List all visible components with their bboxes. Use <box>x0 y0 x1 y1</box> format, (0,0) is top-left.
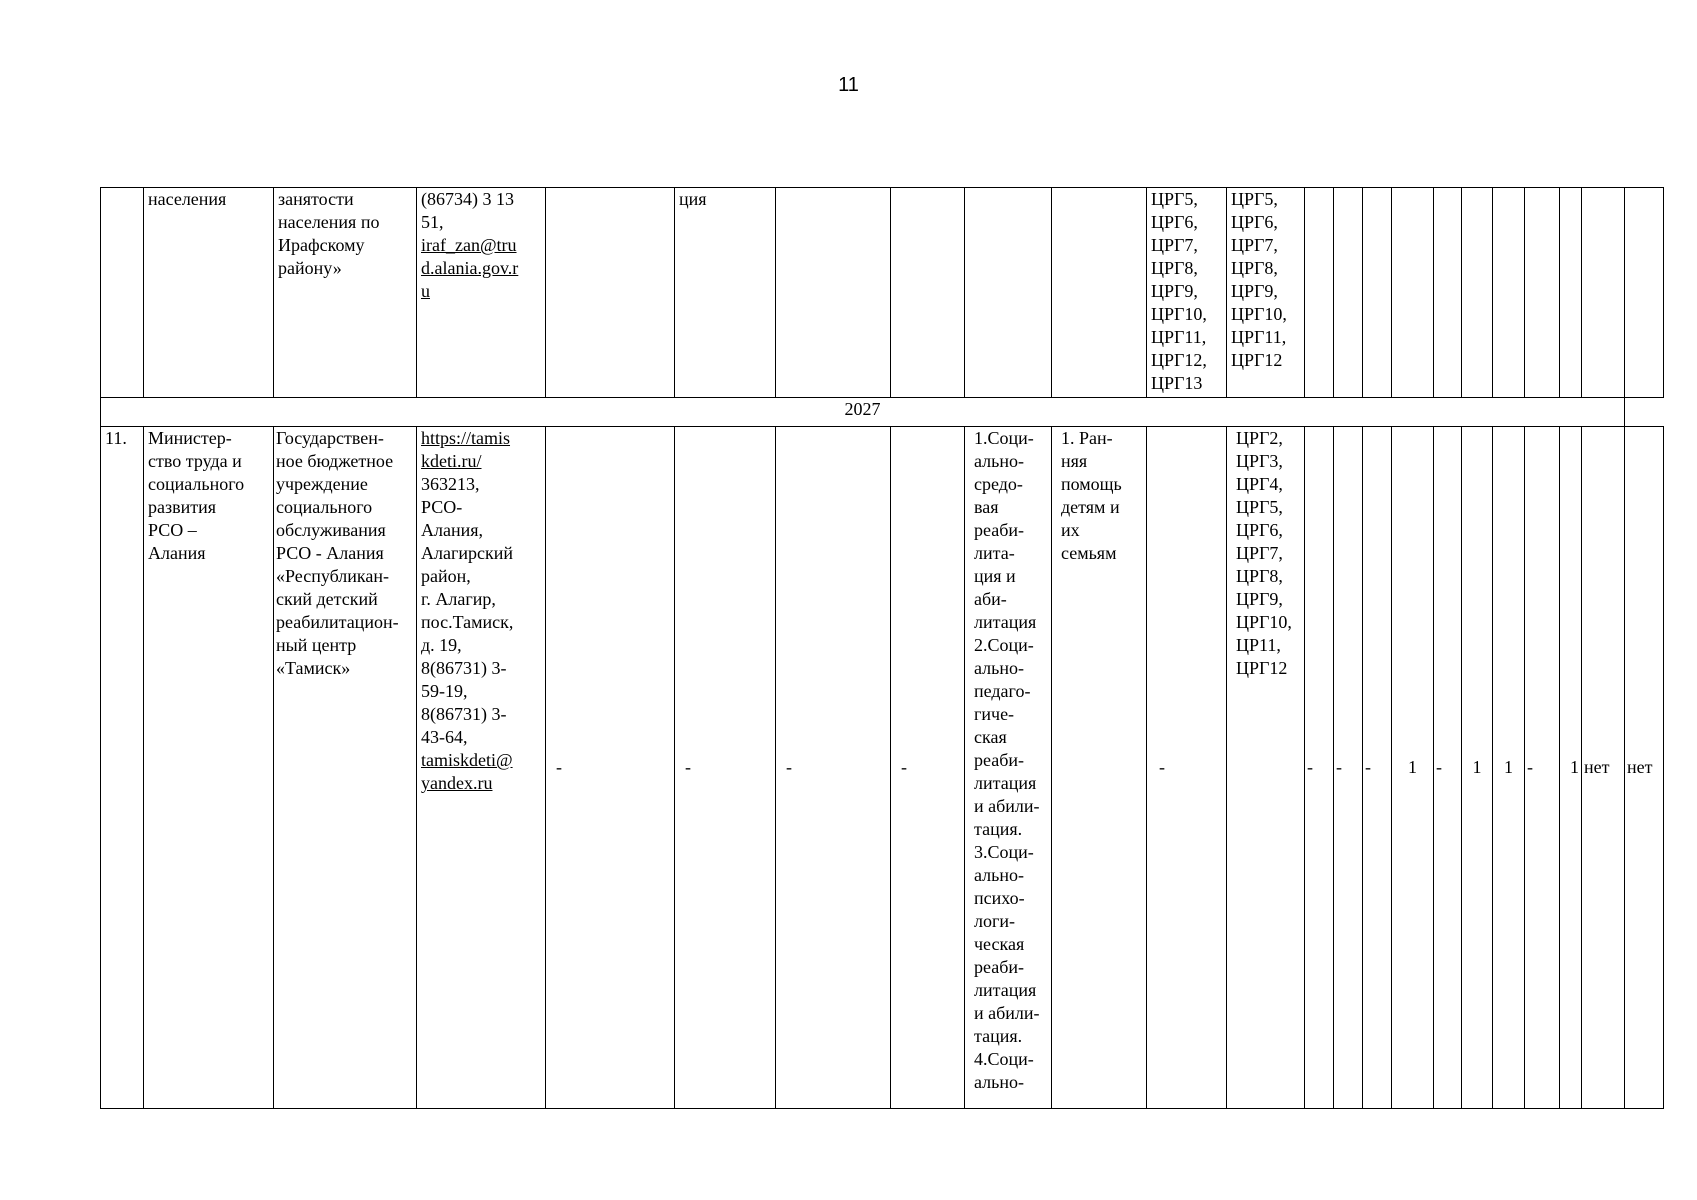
text-line: ЦРГ2, <box>1236 428 1283 448</box>
text-line: ЦРГ8, <box>1151 258 1198 278</box>
cell-prev-col23 <box>1625 188 1664 398</box>
cell-prev-org: населения <box>144 188 274 398</box>
text-line: средо- <box>974 474 1023 494</box>
cell-prev-col5 <box>546 188 675 398</box>
text-line: району» <box>278 258 342 278</box>
cell-row11-number: 11. <box>101 427 144 1109</box>
text-line: литация <box>974 612 1037 632</box>
text-line: ЦРГ5, <box>1236 497 1283 517</box>
text-line: няя <box>1061 451 1088 471</box>
text-line: 43-64, <box>421 727 468 747</box>
text-line: Ирафскому <box>278 235 365 255</box>
cell-prev-col8 <box>891 188 965 398</box>
table-row-prev <box>101 188 1664 398</box>
text-line: ЦРГ13 <box>1151 373 1203 393</box>
text-line: ЦРГ6, <box>1151 212 1198 232</box>
text-line: лита- <box>974 543 1015 563</box>
text-line: Алания, <box>421 520 484 540</box>
table-row-year <box>101 398 1664 427</box>
text-line: д. 19, <box>421 635 462 655</box>
cell-row11-contacts <box>417 427 546 1109</box>
registry-table <box>100 187 1664 1109</box>
text-line: ция и <box>974 566 1016 586</box>
text-line: ЦРГ9, <box>1231 281 1278 301</box>
cell-prev-col13 <box>1305 188 1334 398</box>
text-line: 51, <box>421 212 444 232</box>
text-line: ская <box>974 727 1007 747</box>
text-line: 8(86731) 3- <box>421 658 507 678</box>
cell-prev-crg-b <box>1227 188 1305 398</box>
text-line: РСО - Алания <box>276 543 384 563</box>
cell-row11-col20: - <box>1525 427 1560 1109</box>
cell-row11-col23: нет <box>1625 427 1664 1109</box>
cell-prev-col7 <box>776 188 891 398</box>
text-line: ЦРГ12 <box>1236 658 1288 678</box>
email-link[interactable]: d.alania.gov.r <box>421 258 519 278</box>
cell-row11-col22: нет <box>1582 427 1625 1109</box>
text-line: ЦРГ10, <box>1236 612 1292 632</box>
cell-prev-col20 <box>1525 188 1560 398</box>
cell-row11-col7: - <box>776 427 891 1109</box>
cell-row11-col5: - <box>546 427 675 1109</box>
text-line: логи- <box>974 911 1015 931</box>
text-line: семьям <box>1061 543 1117 563</box>
text-line: их <box>1061 520 1080 540</box>
text-line: район, <box>421 566 471 586</box>
text-line: реабилитацион- <box>276 612 399 632</box>
text-line: психо- <box>974 888 1025 908</box>
text-line: населения по <box>278 212 380 232</box>
cell-prev-institution <box>274 188 417 398</box>
cell-prev-col21 <box>1560 188 1582 398</box>
text-line: ЦРГ4, <box>1236 474 1283 494</box>
text-line: реаби- <box>974 750 1024 770</box>
text-line: ЦРГ12 <box>1231 350 1283 370</box>
cell-row11-col8: - <box>891 427 965 1109</box>
cell-row11-institution <box>274 427 417 1109</box>
text-line: ский детский <box>276 589 378 609</box>
text-line: 8(86731) 3- <box>421 704 507 724</box>
cell-row11-col17: - <box>1434 427 1462 1109</box>
text-line: ЦРГ12, <box>1151 350 1207 370</box>
text-line: ально- <box>974 865 1024 885</box>
year-heading: 2027 <box>101 398 1625 427</box>
cell-row11-ministry <box>144 427 274 1109</box>
cell-row11-col18: 1 <box>1462 427 1493 1109</box>
text-line: и абили- <box>974 1003 1040 1023</box>
text-line: 59-19, <box>421 681 468 701</box>
text-line: РСО- <box>421 497 463 517</box>
text-line: вая <box>974 497 999 517</box>
text-line: г. Алагир, <box>421 589 496 609</box>
cell-prev-col22 <box>1582 188 1625 398</box>
text-line: «Тамиск» <box>276 658 351 678</box>
text-line: ЦРГ11, <box>1231 327 1287 347</box>
cell-prev-col9 <box>965 188 1052 398</box>
text-line: Алания <box>148 543 206 563</box>
table-row-11 <box>101 427 1664 1109</box>
cell-row11-services <box>965 427 1052 1109</box>
cell-row11-col19: 1 <box>1493 427 1525 1109</box>
text-line: социального <box>148 474 245 494</box>
text-line: ЦРГ9, <box>1151 281 1198 301</box>
text-line: и абили- <box>974 796 1040 816</box>
text-line: РСО – <box>148 520 197 540</box>
text-line: ЦРГ8, <box>1236 566 1283 586</box>
text-line: ЦРГ10, <box>1231 304 1287 324</box>
cell-row11-col13: - <box>1305 427 1334 1109</box>
text-line: ЦРГ5, <box>1231 189 1278 209</box>
text-line: аби- <box>974 589 1007 609</box>
text-line: ЦРГ8, <box>1231 258 1278 278</box>
text-line: ЦРГ3, <box>1236 451 1283 471</box>
cell-prev-number <box>101 188 144 398</box>
cell-prev-col18 <box>1462 188 1493 398</box>
text-line: ЦРГ5, <box>1151 189 1198 209</box>
text-line: развития <box>148 497 217 517</box>
cell-row11-col6: - <box>675 427 776 1109</box>
email-link[interactable]: iraf_zan@tru <box>421 235 517 255</box>
text-line: 3.Соци- <box>974 842 1034 862</box>
text-line: тация. <box>974 819 1023 839</box>
text-line: литация <box>974 773 1037 793</box>
text-line: ЦРГ10, <box>1151 304 1207 324</box>
text-line: ческая <box>974 934 1025 954</box>
text-line: ЦРГ7, <box>1236 543 1283 563</box>
text-line: ЦРГ11, <box>1151 327 1207 347</box>
text-line: педаго- <box>974 681 1031 701</box>
text-line: Алагирский <box>421 543 513 563</box>
text-line: пос.Тамиск, <box>421 612 514 632</box>
cell-prev-col6: ция <box>675 188 776 398</box>
year-heading-tail <box>1625 398 1664 427</box>
text-line: литация <box>974 980 1037 1000</box>
cell-prev-col19 <box>1493 188 1525 398</box>
text-line: 2.Соци- <box>974 635 1034 655</box>
text-line: 1.Соци- <box>974 428 1034 448</box>
text-line: ство труда и <box>148 451 242 471</box>
cell-row11-col15: - <box>1363 427 1392 1109</box>
page-number: 11 <box>838 74 859 96</box>
text-line: ное бюджетное <box>276 451 394 471</box>
cell-prev-col16 <box>1392 188 1434 398</box>
cell-row11-crg <box>1227 427 1305 1109</box>
text-line: ЦРГ6, <box>1231 212 1278 232</box>
text-line: 4.Соци- <box>974 1049 1034 1069</box>
text-line: гиче- <box>974 704 1015 724</box>
text-line: ЦРГ7, <box>1151 235 1198 255</box>
text-line: ально- <box>974 658 1024 678</box>
text-line: ЦРГ7, <box>1231 235 1278 255</box>
cell-row11-col11: - <box>1147 427 1227 1109</box>
text-line: реаби- <box>974 520 1024 540</box>
text-line: тация. <box>974 1026 1023 1046</box>
text-line: занятости <box>278 189 354 209</box>
text-line: детям и <box>1061 497 1120 517</box>
text-line: ально- <box>974 1072 1024 1092</box>
text-line: помощь <box>1061 474 1122 494</box>
cell-row11-col14: - <box>1334 427 1363 1109</box>
website-link[interactable]: https://tamis <box>421 428 511 448</box>
email-link[interactable]: u <box>421 281 430 301</box>
cell-prev-contacts <box>417 188 546 398</box>
cell-prev-crg-a <box>1147 188 1227 398</box>
cell-prev-col15 <box>1363 188 1392 398</box>
text-line: 363213, <box>421 474 480 494</box>
text-line: (86734) 3 13 <box>421 189 514 209</box>
email-link[interactable]: tamiskdeti@ <box>421 750 513 770</box>
text-line: ЦРГ6, <box>1236 520 1283 540</box>
text-line: 1. Ран- <box>1061 428 1113 448</box>
cell-prev-col17 <box>1434 188 1462 398</box>
website-link[interactable]: kdeti.ru/ <box>421 451 482 471</box>
cell-prev-col10 <box>1052 188 1147 398</box>
text-line: Государствен- <box>276 428 384 448</box>
text-line: учреждение <box>276 474 368 494</box>
text-line: Министер- <box>148 428 232 448</box>
text-line: обслуживания <box>276 520 386 540</box>
text-line: ный центр <box>276 635 357 655</box>
cell-row11-early-help <box>1052 427 1147 1109</box>
cell-row11-col21: 1 <box>1560 427 1582 1109</box>
email-link[interactable]: yandex.ru <box>421 773 493 793</box>
text-line: ально- <box>974 451 1024 471</box>
text-line: реаби- <box>974 957 1024 977</box>
text-line: социального <box>276 497 373 517</box>
text-line: «Республикан- <box>276 566 390 586</box>
cell-prev-col14 <box>1334 188 1363 398</box>
text-line: ЦРГ9, <box>1236 589 1283 609</box>
cell-row11-col16: 1 <box>1392 427 1434 1109</box>
text-line: ЦР11, <box>1236 635 1281 655</box>
